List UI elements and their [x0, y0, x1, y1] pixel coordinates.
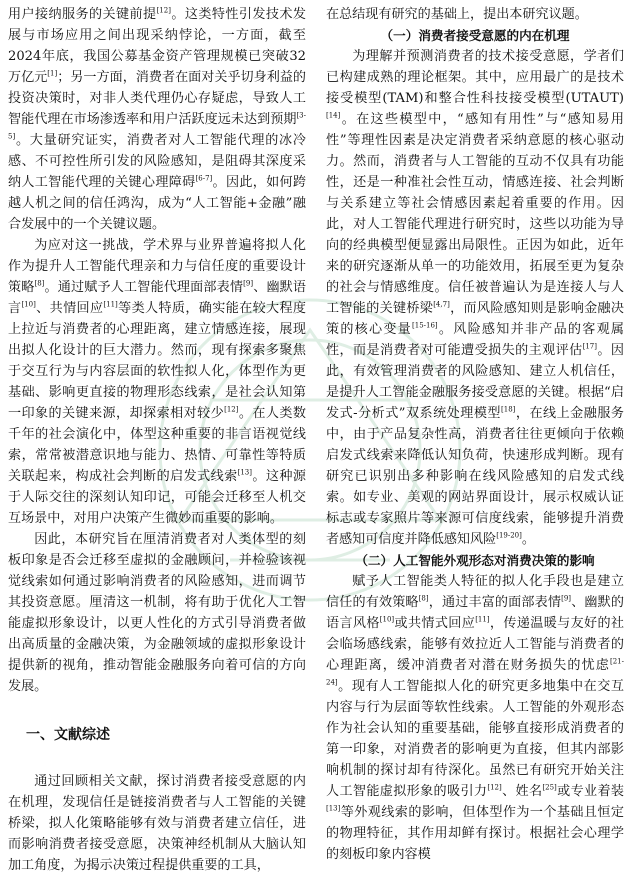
citation-marker: [8] — [418, 594, 429, 603]
body-paragraph: 为理解并预测消费者的技术接受意愿，学者们已构建成熟的理论框架。其中，应用最广的是技术接受模型(TAM)和整合性科技接受模型(UTAUT)[14]。在这些模型中，“感知有用性”与“感知易用性”等理性因素是决定消费者采纳意愿的核心驱动力。然而，消费者与人工智能的互动不仅具有功能性，还是一种准社会性互动，情感连接、社会判断与关系建立等社会情感因素起着重要的作用。因此，对人工智能代理进行研究时，这些以功能为导向的经典模型便显露出局限性。正因为如此，近年来的研究逐渐从单一的功能效用，拓展至更为复杂的社会与情感维度。信任被普遍认为是连接人与人工智能的关键桥梁[4,7]，而风险感知则是影响金融决策的核心变量[15-16]。风险感知并非产品的客观属性，而是消费者对可能遭受损失的主观评估[17]。因此，有效管理消费者的风险感知、建立人机信任，是提升人工智能金融服务接受意愿的关键。根据“启发式-分析式”双系统处理模型[18]，在线上金融服务中，由于产品复杂性高，消费者往往更倾向于依赖启发式线索来降低认知负荷，快速形成判断。现有研究已识别出多种影响在线风险感知的启发式线索。如专业、美观的网站界面设计，展示权威认证标志或专家照片等来源可信度线索，能够提升消费者感知可信度并降低感知风险[19-20]。 — [326, 49, 625, 547]
citation-marker: [1] — [47, 69, 58, 78]
citation-marker: [12] — [156, 6, 171, 15]
subsection-heading: （一）消费者接受意愿的内在机理 — [380, 28, 570, 43]
citation-marker: [9] — [243, 279, 254, 288]
citation-marker: [11] — [475, 615, 490, 624]
body-paragraph: 用户接纳服务的关键前提[12]。这类特性引发技术发展与市场应用之间出现采纳悖论，一方面，截至2024年底，我国公募基金资产管理规模已突破32万亿元[1]；另一方面，消费者在面对关乎切身利益的投资决策时，对非人类代理仍心存疑虑，导致人工智能代理在市场渗透率和用户活跃度远未达到预期[3-5]。大量研究证实，消费者对人工智能代理的冰冷感、不可控性所引发的风险感知，是阻碍其深度采纳人工智能代理的关键心理障碍[6-7]。因此，如何跨越人机之间的信任鸿沟，成为“人工智能+金融”融合发展中的一个关键议题。 — [8, 6, 307, 232]
citation-marker: [17] — [582, 342, 597, 351]
right-column — [326, 4, 624, 865]
citation-marker: [8] — [34, 279, 45, 288]
citation-marker: [15-16] — [412, 321, 438, 330]
citation-marker: [21-24] — [326, 657, 624, 687]
citation-marker: [13] — [237, 468, 252, 477]
citation-marker: [13] — [326, 804, 341, 813]
left-column — [8, 4, 306, 876]
subsection-heading: （二）人工智能外观形态对消费决策的影响 — [355, 553, 595, 568]
body-paragraph: 为应对这一挑战，学术界与业界普遍将拟人化作为提升人工智能代理亲和力与信任度的重要设计策略[8]。通过赋予人工智能代理面部表情[9]、幽默语言[10]、共情回应[11]等类人特质，确实能在较大程度上拉近与消费者的心理距离，建立情感连接，展现出拟人化设计的巨大潜力。然而，现有探索多聚焦于交互行为与内容层面的软性拟人化，体型作为更基础、影响更直接的物理形态线索，是社会认知第一印象的关键来源，却探索相对较少[12]。在人类数千年的社会演化中，体型这种重要的非言语视觉线索，常常被潜意识地与能力、热情、可靠性等特质关联起来，构成社会判断的启发式线索[13]。这种源于人际交往的深刻认知印记，可能会迁移至人机交互场景中，对用户决策产生微妙而重要的影响。 — [8, 238, 307, 526]
citation-marker: [25] — [542, 783, 557, 792]
section-heading: 一、文献综述 — [26, 727, 110, 743]
citation-marker: [12] — [224, 405, 239, 414]
citation-marker: [3-5] — [8, 111, 306, 141]
body-paragraph: 通过回顾相关文献，探讨消费者接受意愿的内在机理，发现信任是链接消费者与人工智能的关键桥梁，拟人化策略能够有效与消费者建立信任，进而影响消费者接受意愿，决策神经机制从大脑认知加工角度，为揭示决策过程提供重要的工具， — [8, 774, 306, 873]
citation-marker: [4,7] — [433, 300, 450, 309]
citation-marker: [10] — [21, 300, 36, 309]
citation-marker: [11] — [103, 300, 118, 309]
citation-marker: [12] — [487, 783, 502, 792]
citation-marker: [19-20] — [496, 531, 522, 540]
body-paragraph: 赋予人工智能类人特征的拟人化手段也是建立信任的有效策略[8]，通过丰富的面部表情[9]、幽默的语言风格[10]或共情式回应[11]，传递温暖与友好的社会临场感线索，能够有效拉近人工智能与消费者的心理距离，缓冲消费者对潜在财务损失的忧虑[21-24]。现有人工智能拟人化的研究更多地集中在交互内容与行为层面等软性线索。人工智能的外观形态作为社会认知的重要基础，能够直接形成消费者的第一印象，对消费者的影响更为直接，但其内部影响机制的探讨却有待深化。虽然已有研究开始关注人工智能虚拟形象的吸引力[12]、姓名[25]或专业着装[13]等外观线索的影响，但体型作为一个基础且恒定的物理特征，其作用却鲜有探讨。根据社会心理学的刻板印象内容模 — [326, 574, 625, 862]
citation-marker: [18] — [501, 405, 516, 414]
citation-marker: [14] — [326, 111, 341, 120]
citation-marker: [9] — [561, 594, 572, 603]
body-paragraph: 因此，本研究旨在厘清消费者对人类体型的刻板印象是否会迁移至虚拟的金融顾问，并检验该视觉线索如何通过影响消费者的风险感知，进而调节其投资意愿。厘清这一机制，将有助于优化人工智能虚拟形象设计，以更人性化的方式引导消费者做出高质量的金融决策，为金融领域的虚拟形象设计提供新的视角，推动智能金融服务向着可信的方向发展。 — [8, 532, 306, 694]
citation-marker: [6-7] — [195, 174, 213, 183]
body-paragraph: 在总结现有研究的基础上，提出本研究议题。 — [326, 7, 588, 22]
citation-marker: [10] — [379, 615, 395, 624]
